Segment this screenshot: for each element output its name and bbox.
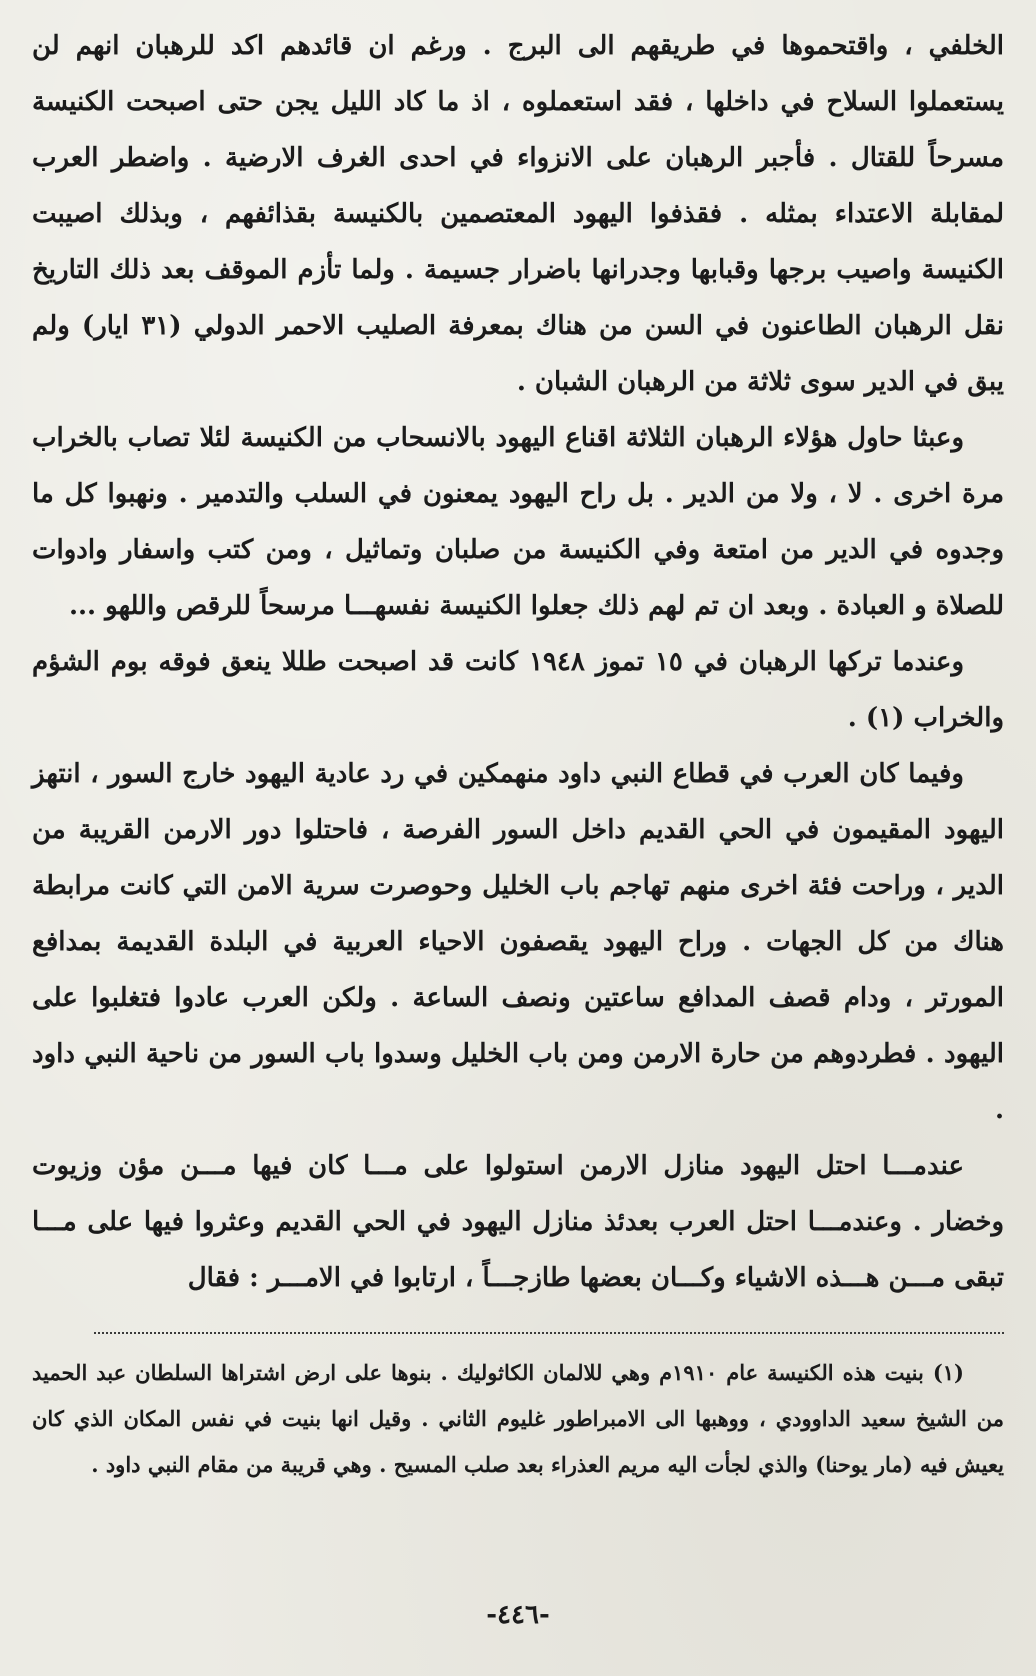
paragraph-3: وعندما تركها الرهبان في ١٥ تموز ١٩٤٨ كانت قد اصبحت طللا ينعق فوقه بوم الشؤم والخراب (١) . [32,647,1004,733]
page-number: -٤٤٦- [486,1600,550,1630]
footnote-divider [94,1332,1004,1334]
paragraph-1: الخلفي ، واقتحموها في طريقهم الى البرج . ورغم ان قائدهم اكد للرهبان انهم لن يستعملوا السلاح في داخلها ، فقد استعملوه ، اذ ما كاد الليل يجن حتى اصبحت الكنيسة مسرحاً للقتال . فأجبر الرهبان على الانزواء في احدى الغرف الارضية . واضطر العرب لمقابلة الاعتداء بمثله . فقذفوا اليهود المعتصمين بالكنيسة بقذائفهم ، وبذلك اصيبت الكنيسة واصيب برجها وقبابها وجدرانها باضرار جسيمة . ولما تأزم الموقف بعد ذلك التاريخ نقل الرهبان الطاعنون في السن من هناك بمعرفة الصليب الاحمر الدولي (٣١ ايار) ولم يبق في الدير سوى ثلاثة من الرهبان الشبان . [32,31,1005,397]
paragraph-2: وعبثا حاول هؤلاء الرهبان الثلاثة اقناع اليهود بالانسحاب من الكنيسة لئلا تصاب بالخراب مرة اخرى . لا ، ولا من الدير . بل راح اليهود يمعنون في السلب والتدمير . ونهبوا كل ما وجدوه في الدير من امتعة وفي الكنيسة من صلبان وتماثيل ، ومن كتب واسفار وادوات للصلاة و العبادة . وبعد ان تم لهم ذلك جعلوا الكنيسة نفسهـــا مرسحاً للرقص واللهو ... [32,423,1004,621]
footnote-text: (١) بنيت هذه الكنيسة عام ١٩١٠م وهي للالمان الكاثوليك . بنوها على ارض اشتراها السلطان عبد الحميد من الشيخ سعيد الداوودي ، ووهبها الى الامبراطور غليوم الثاني . وقيل انها بنيت في نفس المكان الذي كان يعيش فيه (مار يوحنا) والذي لجأت اليه مريم العذراء بعد صلب المسيح . وهي قريبة من مقام النبي داود . [32,1360,1004,1477]
main-text [32,18,1004,1306]
paragraph-5: عندمـــا احتل اليهود منازل الارمن استولوا على مـــا كان فيها مـــن مؤن وزيوت وخضار . وعندمـــا احتل العرب بعدئذ منازل اليهود في الحي القديم وعثروا فيها على مـــا تبقى مـــن هـــذه الاشياء وكـــان بعضها طازجـــاً ، ارتابوا في الامـــر : فقال [32,1151,1004,1293]
paragraph-4: وفيما كان العرب في قطاع النبي داود منهمكين في رد عادية اليهود خارج السور ، انتهز اليهود المقيمون في الحي القديم داخل السور الفرصة ، فاحتلوا دور الارمن القريبة من الدير ، وراحت فئة اخرى منهم تهاجم باب الخليل وحوصرت سرية الامن التي كانت مرابطة هناك من كل الجهات . وراح اليهود يقصفون الاحياء العربية في البلدة القديمة بمدافع المورتر ، ودام قصف المدافع ساعتين ونصف الساعة . ولكن العرب عادوا فتغلبوا على اليهود . فطردوهم من حارة الارمن ومن باب الخليل وسدوا باب السور من ناحية النبي داود . [32,759,1004,1125]
footnote [32,1350,1004,1488]
